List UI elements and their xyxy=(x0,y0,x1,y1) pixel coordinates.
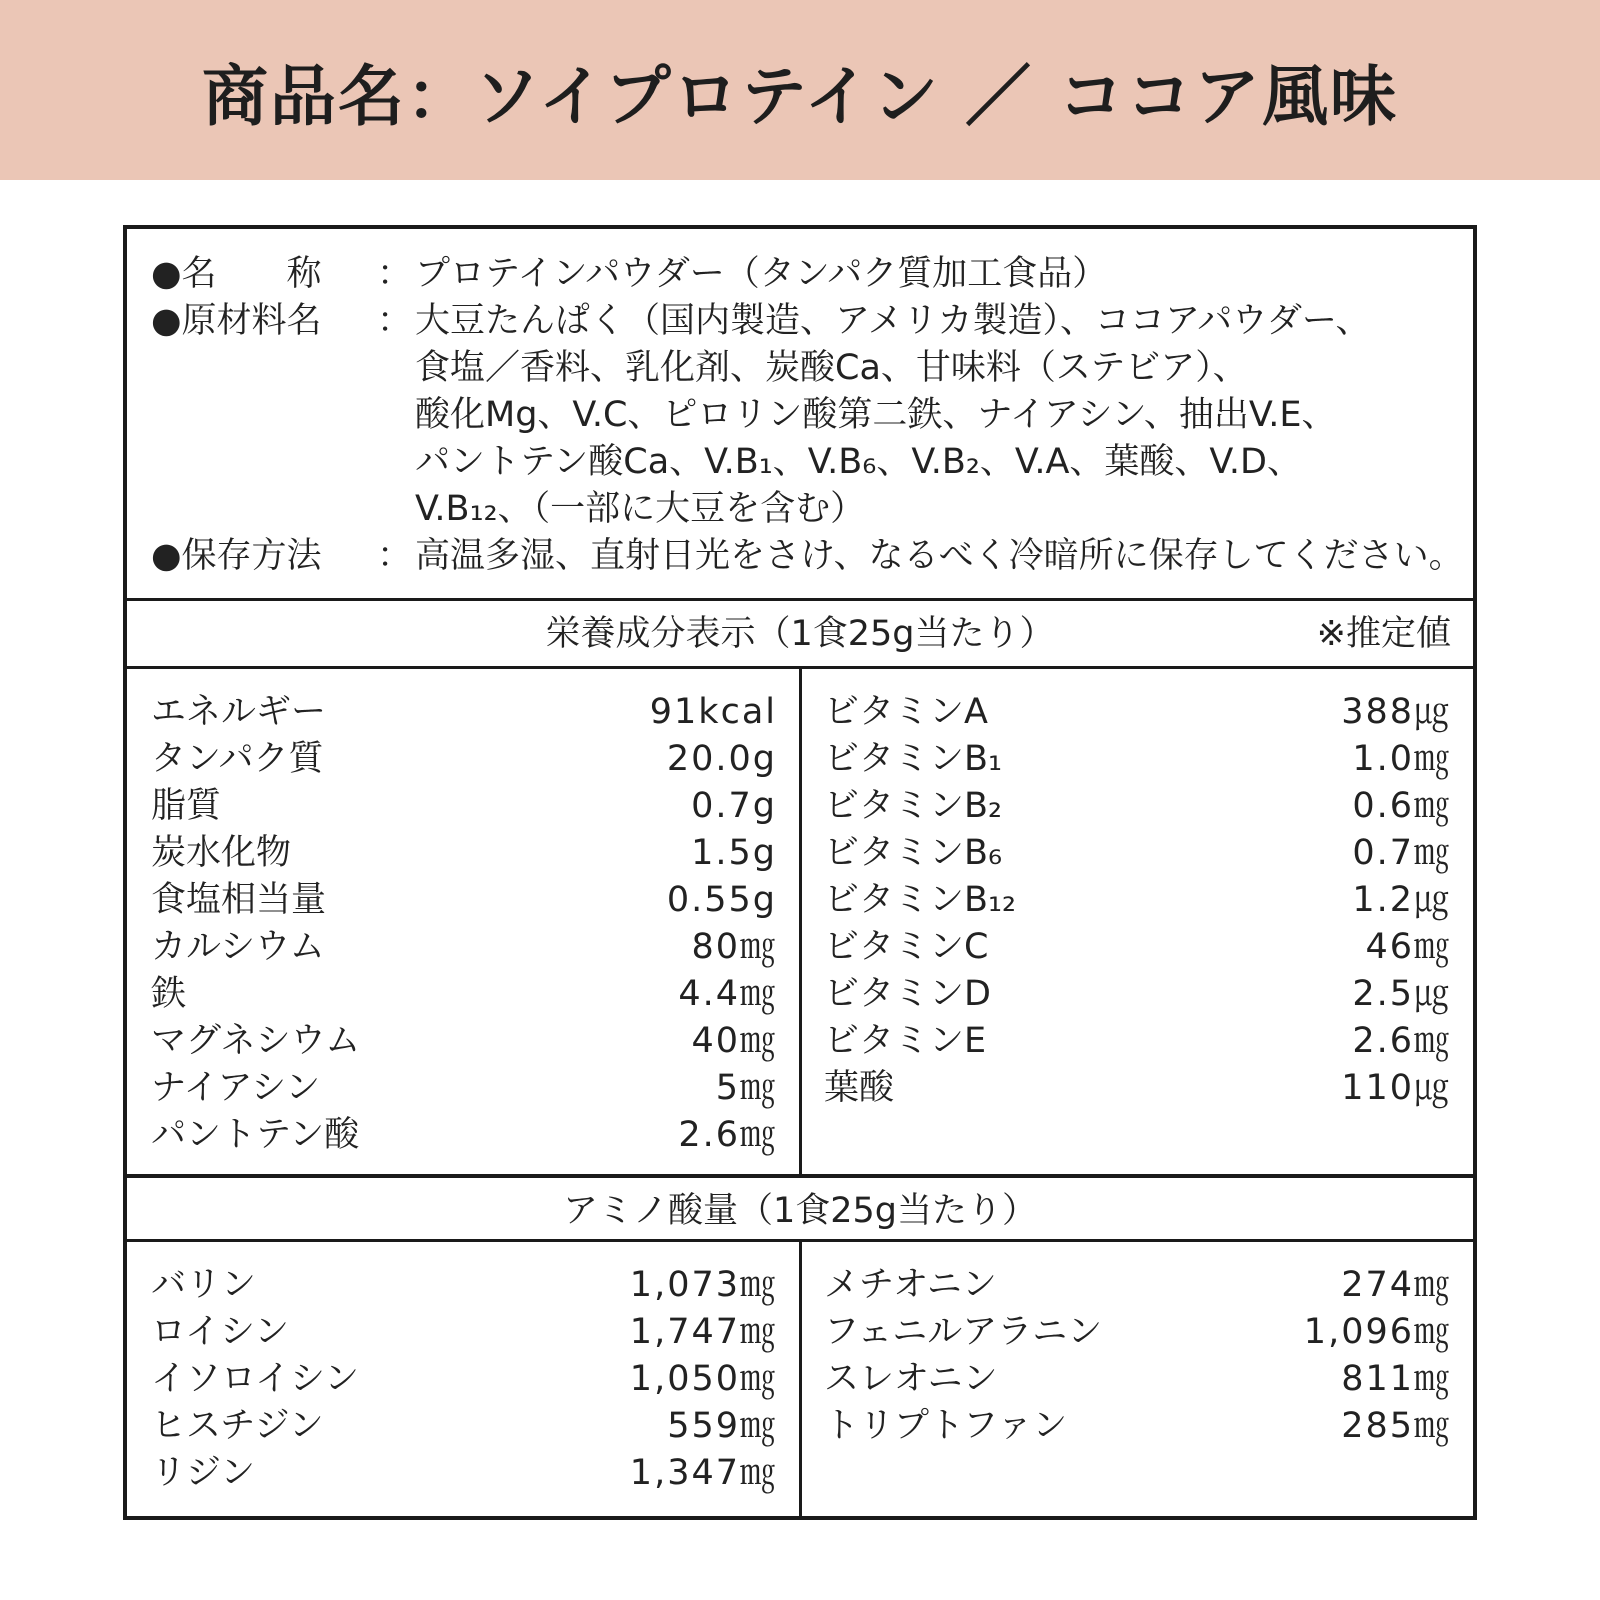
info-row-ingredients-cont xyxy=(127,486,1473,533)
item-value: 0.6㎎ xyxy=(1352,786,1451,826)
amino-row xyxy=(802,1262,1473,1309)
ingredients-line: 酸化Mg、V.C、ピロリン酸第二鉄、ナイアシン、抽出V.E、 xyxy=(415,395,1337,435)
info-row-ingredients xyxy=(127,298,1473,345)
item-name: 脂質 xyxy=(151,786,222,826)
item-value: 559㎎ xyxy=(667,1406,777,1446)
item-value: 0.7g xyxy=(691,786,777,826)
info-row-ingredients-cont xyxy=(127,392,1473,439)
amino-title: アミノ酸量（1食25g当たり） xyxy=(562,1191,1038,1231)
item-value: 5㎎ xyxy=(715,1068,777,1108)
info-value-storage: 高温多湿、直射日光をさけ、なるべく冷暗所に保存してください。 xyxy=(415,536,1464,576)
nutrition-row xyxy=(127,783,799,830)
info-row-storage xyxy=(127,533,1473,580)
nutrition-header xyxy=(127,601,1473,669)
item-value: 91kcal xyxy=(649,692,777,732)
amino-left-column xyxy=(127,1242,802,1516)
ingredients-line: 食塩／香料、乳化剤、炭酸Ca、甘味料（ステビア）、 xyxy=(415,348,1248,388)
info-colon: ： xyxy=(377,254,413,294)
item-name: フェニルアラニン xyxy=(824,1312,1103,1352)
item-name: ヒスチジン xyxy=(151,1406,324,1446)
nutrition-row xyxy=(802,971,1473,1018)
item-name: 炭水化物 xyxy=(151,833,292,873)
product-info-section xyxy=(127,229,1473,601)
amino-row xyxy=(127,1450,799,1497)
item-value: 285㎎ xyxy=(1341,1406,1451,1446)
item-name: スレオニン xyxy=(824,1359,998,1399)
amino-grid xyxy=(127,1242,1473,1516)
nutrition-row xyxy=(127,830,799,877)
item-name: イソロイシン xyxy=(151,1359,360,1399)
product-title: 商品名：ソイプロテイン ／ ココア風味 xyxy=(201,57,1399,135)
nutrition-left-column xyxy=(127,669,802,1174)
nutrition-title: 栄養成分表示（1食25g当たり） xyxy=(545,614,1055,654)
ingredients-line: パントテン酸Ca、V.B₁、V.B₆、V.B₂、V.A、葉酸、V.D、 xyxy=(415,442,1302,482)
ingredients-line: V.B₁₂、（一部に大豆を含む） xyxy=(415,489,866,529)
amino-row xyxy=(127,1403,799,1450)
estimate-note: ※推定値 xyxy=(1316,614,1451,654)
nutrition-row xyxy=(127,1018,799,1065)
title-banner xyxy=(0,0,1600,180)
item-value: 46㎎ xyxy=(1365,927,1451,967)
item-name: ビタミンB₁ xyxy=(824,739,1003,779)
item-value: 0.7㎎ xyxy=(1352,833,1451,873)
item-name: ビタミンA xyxy=(824,692,988,732)
nutrition-row xyxy=(802,736,1473,783)
info-row-name xyxy=(127,251,1473,298)
item-value: 274㎎ xyxy=(1341,1265,1451,1305)
info-key-ingredients: ●原材料名 xyxy=(151,301,322,341)
nutrition-right-column xyxy=(802,669,1473,1174)
item-value: 2.6㎎ xyxy=(678,1115,777,1155)
item-name: リジン xyxy=(151,1453,256,1493)
nutrition-row xyxy=(127,924,799,971)
nutrition-row xyxy=(127,689,799,736)
nutrition-row xyxy=(802,924,1473,971)
item-value: 1.0㎎ xyxy=(1352,739,1451,779)
item-name: ビタミンB₁₂ xyxy=(824,880,1017,920)
item-name: バリン xyxy=(151,1265,257,1305)
item-name: ビタミンB₂ xyxy=(824,786,1003,826)
item-name: 葉酸 xyxy=(824,1068,895,1108)
amino-row xyxy=(802,1403,1473,1450)
info-key-name: ●名 称 xyxy=(151,254,322,294)
food-label-box xyxy=(123,225,1477,1520)
nutrition-row xyxy=(802,689,1473,736)
item-value: 110㎍ xyxy=(1341,1068,1451,1108)
nutrition-row xyxy=(802,877,1473,924)
item-value: 2.5㎍ xyxy=(1352,974,1451,1014)
item-name: ロイシン xyxy=(151,1312,290,1352)
item-name: ナイアシン xyxy=(151,1068,321,1108)
ingredients-line: 大豆たんぱく（国内製造、アメリカ製造）、ココアパウダー、 xyxy=(415,301,1371,341)
item-value: 0.55g xyxy=(666,880,777,920)
item-name: ビタミンC xyxy=(824,927,989,967)
nutrition-row xyxy=(802,830,1473,877)
nutrition-row xyxy=(802,1018,1473,1065)
item-value: 388㎍ xyxy=(1341,692,1451,732)
info-value-name: プロテインパウダー（タンパク質加工食品） xyxy=(415,254,1108,294)
item-name: カルシウム xyxy=(151,927,325,967)
item-name: タンパク質 xyxy=(151,739,324,779)
nutrition-grid xyxy=(127,669,1473,1174)
info-colon: ： xyxy=(377,536,413,576)
item-name: ビタミンD xyxy=(824,974,991,1014)
item-value: 1,747㎎ xyxy=(629,1312,777,1352)
amino-row xyxy=(127,1356,799,1403)
item-value: 1.5g xyxy=(691,833,777,873)
item-value: 2.6㎎ xyxy=(1352,1021,1451,1061)
amino-row xyxy=(127,1309,799,1356)
amino-row xyxy=(802,1309,1473,1356)
nutrition-row xyxy=(127,877,799,924)
item-value: 80㎎ xyxy=(691,927,777,967)
item-value: 1,073㎎ xyxy=(629,1265,777,1305)
nutrition-row xyxy=(127,971,799,1018)
item-value: 1,347㎎ xyxy=(629,1453,777,1493)
nutrition-row xyxy=(802,783,1473,830)
amino-row xyxy=(127,1262,799,1309)
item-name: 鉄 xyxy=(151,974,187,1014)
item-value: 4.4㎎ xyxy=(678,974,777,1014)
item-name: ビタミンB₆ xyxy=(824,833,1003,873)
item-value: 20.0g xyxy=(666,739,777,779)
info-key-storage: ●保存方法 xyxy=(151,536,322,576)
item-name: マグネシウム xyxy=(151,1021,361,1061)
item-name: パントテン酸 xyxy=(151,1115,360,1155)
nutrition-row xyxy=(802,1065,1473,1112)
item-value: 1,096㎎ xyxy=(1303,1312,1451,1352)
amino-header xyxy=(127,1174,1473,1242)
item-name: ビタミンE xyxy=(824,1021,987,1061)
info-row-ingredients-cont xyxy=(127,439,1473,486)
amino-right-column xyxy=(802,1242,1473,1516)
item-value: 40㎎ xyxy=(691,1021,777,1061)
nutrition-row xyxy=(127,736,799,783)
info-colon: ： xyxy=(377,301,413,341)
item-name: メチオニン xyxy=(824,1265,997,1305)
item-value: 1.2㎍ xyxy=(1352,880,1451,920)
nutrition-row xyxy=(127,1112,799,1159)
item-name: 食塩相当量 xyxy=(151,880,327,920)
item-name: エネルギー xyxy=(151,692,327,732)
item-name: トリプトファン xyxy=(824,1406,1068,1446)
info-row-ingredients-cont xyxy=(127,345,1473,392)
item-value: 1,050㎎ xyxy=(629,1359,777,1399)
amino-row xyxy=(802,1356,1473,1403)
nutrition-row xyxy=(127,1065,799,1112)
item-value: 811㎎ xyxy=(1341,1359,1451,1399)
